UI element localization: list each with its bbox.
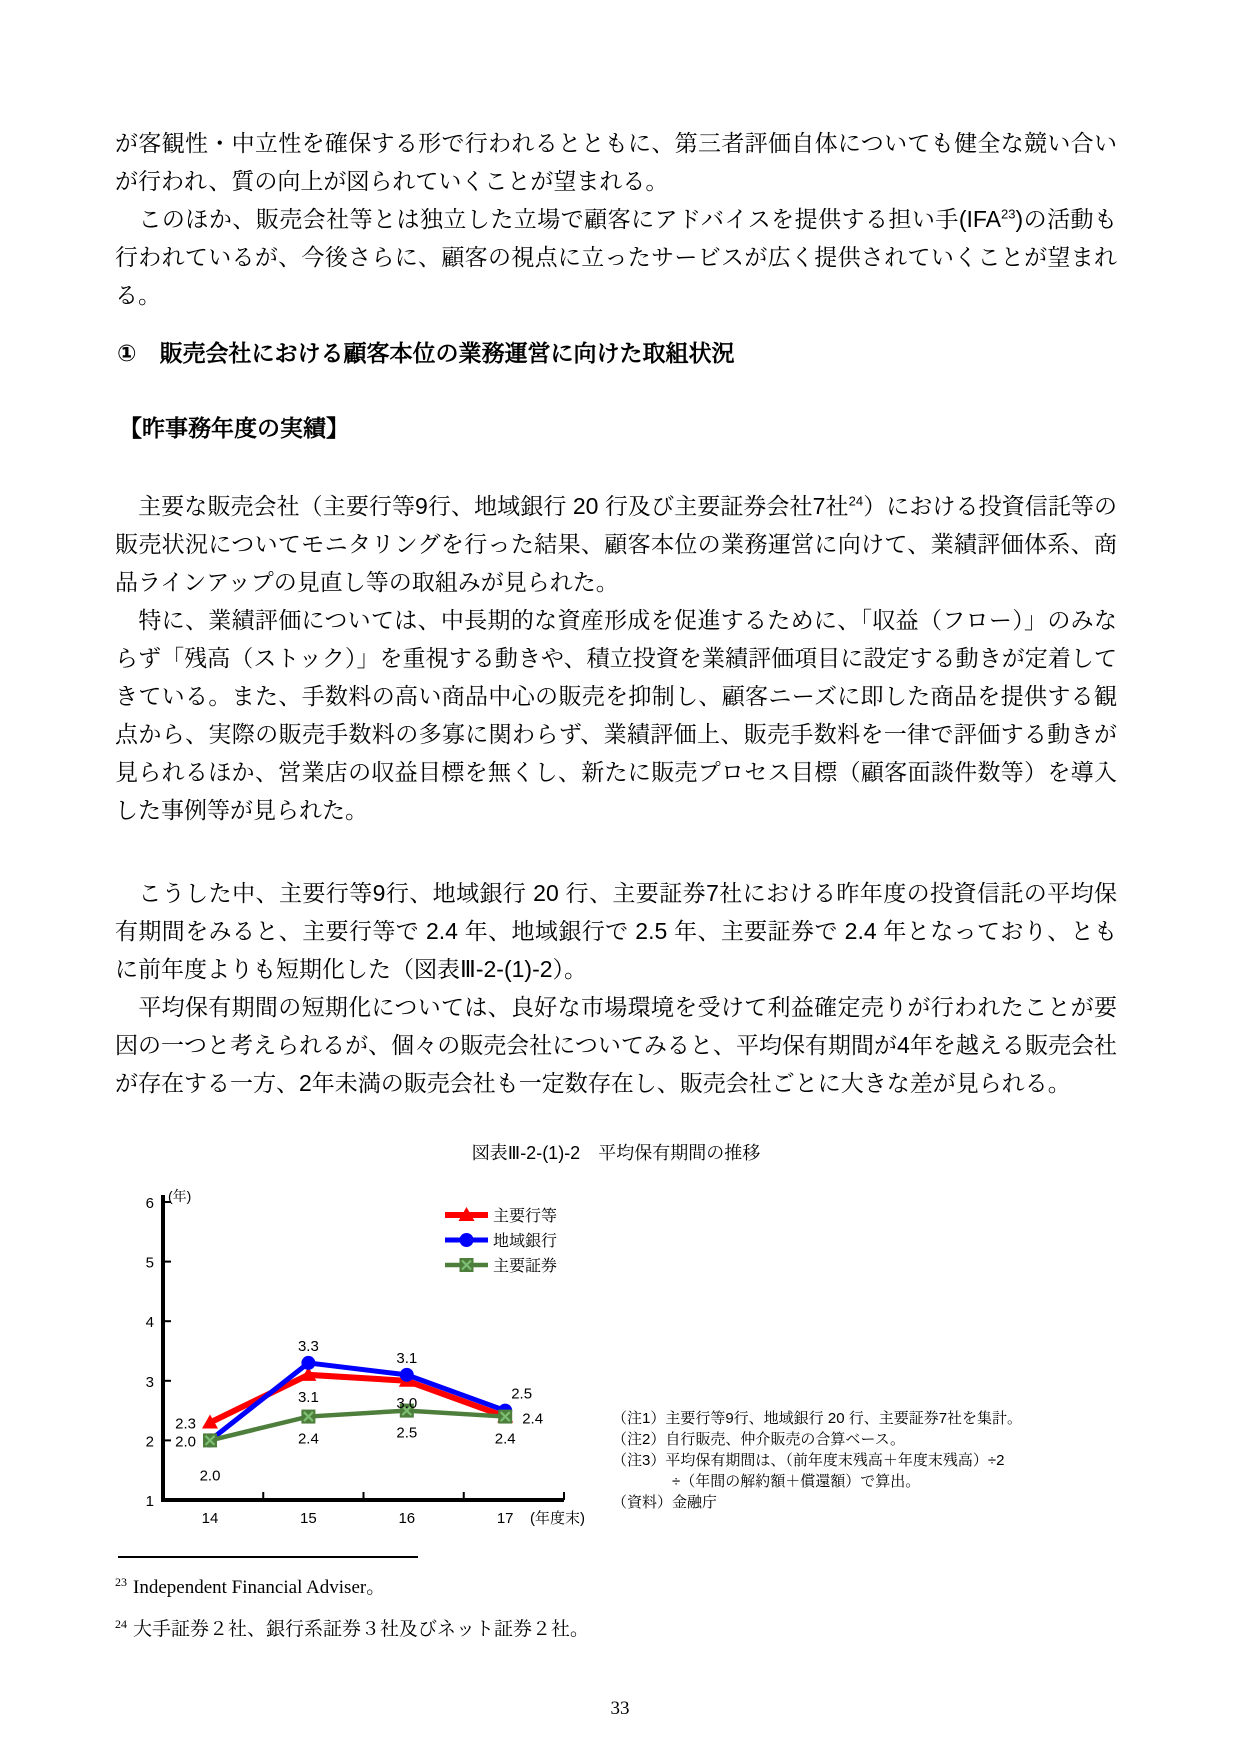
data-label: 2.4 — [522, 1410, 544, 1428]
series-1-marker-circle — [400, 1368, 414, 1382]
figure-note-line: ÷（年間の解約額＋償還額）で算出。 — [612, 1473, 921, 1490]
footnote-number: 24 — [115, 1616, 127, 1631]
x-axis-unit-label: (年度末) — [530, 1510, 585, 1527]
x-tick-label: 16 — [398, 1510, 416, 1527]
footnote-text: 大手証券２社、銀行系証券３社及びネット証券２社。 — [133, 1619, 590, 1640]
series-2-line — [210, 1411, 505, 1441]
figure-note-line: （注3）平均保有期間は、（前年度末残高＋年度末残高）÷2 — [612, 1452, 1005, 1469]
data-label: 2.3 — [175, 1415, 196, 1433]
paragraph: が客観性・中立性を確保する形で行われるとともに、第三者評価自体についても健全な競い合いが行われ、質の向上が図られていくことが望まれる。 — [115, 130, 1117, 194]
footnote-number: 23 — [115, 1574, 127, 1589]
y-tick-label: 1 — [145, 1493, 154, 1510]
section-heading: ① 販売会社における顧客本位の業務運営に向けた取組状況 — [117, 340, 735, 366]
y-tick-label: 4 — [145, 1314, 154, 1332]
y-axis-unit-label: (年) — [168, 1188, 192, 1204]
data-label: 2.4 — [494, 1430, 516, 1448]
footnote-ref: 24 — [848, 493, 864, 509]
footnote-separator — [118, 1556, 418, 1558]
footnote-text: Independent Financial Adviser。 — [133, 1577, 386, 1598]
series-1-marker-circle — [301, 1356, 315, 1370]
data-label: 3.1 — [297, 1388, 319, 1406]
footnote-ref: 23 — [1001, 206, 1016, 222]
holding-period-line-chart — [110, 1185, 630, 1535]
legend-label: 地域銀行 — [493, 1233, 558, 1250]
footnote-23 — [115, 1574, 1015, 1602]
data-label: 2.5 — [396, 1424, 418, 1442]
paragraph: こうした中、主要行等9行、地域銀行 20 行、主要証券7社における昨年度の投資信託の平均保有期間をみると、主要行等で 2.4 年、地域銀行で 2.5 年、主要証券で 2.4 年となっており、ともに前年度よりも短期化した（図表Ⅲ-2-(1)-2）。 — [115, 880, 1117, 982]
y-tick-label: 3 — [145, 1373, 154, 1391]
data-label: 3.1 — [396, 1349, 418, 1367]
data-label: 2.0 — [175, 1433, 196, 1451]
data-label: 3.3 — [297, 1337, 319, 1355]
figure-chart — [110, 1185, 630, 1535]
x-tick-label: 15 — [300, 1510, 317, 1527]
figure-notes — [612, 1408, 1132, 1513]
series-1-marker-circle — [460, 1233, 474, 1247]
data-label: 2.4 — [297, 1430, 319, 1448]
legend-label: 主要行等 — [493, 1208, 558, 1225]
paragraph: このほか、販売会社等とは独立した立場で顧客にアドバイスを提供する担い手(IFA$^{23}$)の活動も行われているが、今後さらに、顧客の視点に立ったサービスが広く提供されていくことが望まれる。 — [115, 206, 1117, 308]
y-tick-label: 2 — [145, 1433, 154, 1451]
paragraph: 主要な販売会社（主要行等9行、地域銀行 20 行及び主要証券会社7社$^{24}$）における投資信託等の販売状況についてモニタリングを行った結果、顧客本位の業務運営に向けて、業績評価体系、商品ラインアップの見直し等の取組みが見られた。 — [115, 493, 1118, 595]
page-number: 33 — [610, 1698, 630, 1719]
data-label: 2.0 — [199, 1467, 221, 1485]
figure-note-line: （注1）主要行等9行、地域銀行 20 行、主要証券7社を集計。 — [612, 1410, 1023, 1427]
data-label: 2.5 — [511, 1385, 533, 1403]
intro-paragraphs — [115, 124, 1117, 314]
figure-note-line: （資料）金融庁 — [612, 1494, 718, 1511]
footnote-24 — [115, 1616, 1015, 1644]
y-tick-label: 5 — [145, 1254, 154, 1272]
figure-note-line: （注2）自行販売、仲介販売の合算ベース。 — [612, 1431, 906, 1448]
figure-title: 図表Ⅲ-2-(1)-2 平均保有期間の推移 — [471, 1143, 761, 1163]
data-label: 3.0 — [396, 1394, 418, 1412]
results-paragraphs — [115, 487, 1117, 829]
paragraph: 平均保有期間の短期化については、良好な市場環境を受けて利益確定売りが行われたことが要因の一つと考えられるが、個々の販売会社についてみると、平均保有期間が4年を越える販売会社が存在する一方、2年未満の販売会社も一定数存在し、販売会社ごとに大きな差が見られる。 — [115, 994, 1117, 1096]
paragraph: 特に、業績評価については、中長期的な資産形成を促進するために、「収益（フロー）」のみならず「残高（ストック）」を重視する動きや、積立投資を業績評価項目に設定する動きが定着してきている。また、手数料の高い商品中心の販売を抑制し、顧客ニーズに即した商品を提供する観点から、実際の販売手数料の多寡に関わらず、業績評価上、販売手数料を一律で評価する動きが見られるほか、営業店の収益目標を無くし、新たに販売プロセス目標（顧客面談件数等）を導入した事例等が見られた。 — [115, 607, 1117, 823]
x-tick-label: 14 — [201, 1510, 219, 1527]
x-tick-label: 17 — [496, 1510, 514, 1527]
y-tick-label: 6 — [145, 1195, 154, 1212]
legend-label: 主要証券 — [493, 1258, 558, 1275]
subsection-label: 【昨事務年度の実績】 — [119, 415, 349, 441]
holding-period-paragraphs — [115, 874, 1117, 1102]
